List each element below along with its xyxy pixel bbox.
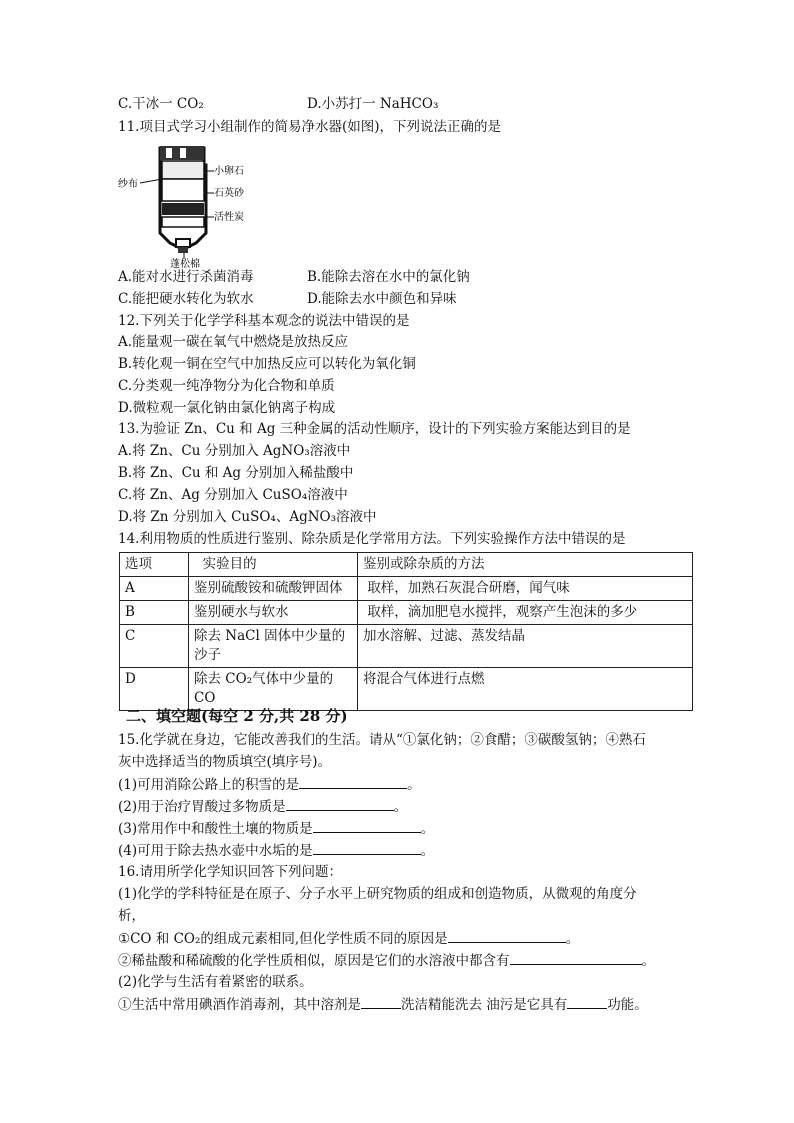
row-b-option: B <box>120 601 189 625</box>
row-d-option: D <box>120 668 189 711</box>
q16-part1-line1: (1)化学的学科特征是在原子、分子水平上研究物质的组成和创造物质，从微观的角度分 <box>118 886 637 902</box>
table-row <box>120 668 693 711</box>
q11-option-c: C.能把硬水转化为软水 <box>118 291 254 307</box>
label-gauze: 纱布 <box>118 179 138 190</box>
q13-option-a: A.将 Zn、Cu 分别加入 AgNO₃溶液中 <box>118 443 351 459</box>
header-option: 选项 <box>120 553 189 577</box>
answer-blank[interactable] <box>313 841 421 855</box>
header-goal: 实验目的 <box>189 553 358 577</box>
q16-part2: (2)化学与生活有着紧密的联系。 <box>118 974 313 990</box>
row-c-goal-line2: 沙子 <box>194 647 221 663</box>
q12-option-b: B.转化观一铜在空气中加热反应可以转化为氧化铜 <box>118 356 416 372</box>
q15-item-4: (4)可用于除去热水壶中水垢的是 。 <box>118 843 435 859</box>
q12-option-d: D.微粒观一氯化钠由氯化钠离子构成 <box>118 400 336 416</box>
q13-stem: 13.为验证 Zn、Cu 和 Ag 三种金属的活动性顺序，设计的下列实验方案能达到目的是 <box>118 421 631 437</box>
water-purifier-figure <box>118 143 248 268</box>
table-row <box>120 625 693 668</box>
q14-options-table <box>119 552 693 711</box>
label-sponge: 蓬松棉 <box>170 259 200 268</box>
row-c-method: 加水溶解、过滤、蒸发结晶 <box>358 625 693 668</box>
answer-blank[interactable] <box>361 995 401 1009</box>
row-b-goal: 鉴别硬水与软水 <box>189 601 358 625</box>
q12-option-a: A.能量观一碳在氧气中燃烧是放热反应 <box>118 334 349 350</box>
q11-option-b: B.能除去溶在水中的氯化钠 <box>307 269 470 285</box>
table-header-row <box>120 553 693 577</box>
answer-blank[interactable] <box>510 951 642 965</box>
row-d-method: 将混合气体进行点燃 <box>358 668 693 711</box>
q15-item-1: (1)可用消除公路上的积雪的是 。 <box>118 777 421 793</box>
q15-item-3: (3)常用作中和酸性土壤的物质是 。 <box>118 821 435 837</box>
label-pebble: 小卵石 <box>214 166 244 177</box>
q16-stem: 16.请用所学化学知识回答下列问题： <box>118 864 342 880</box>
q10-option-c: C.干冰一 CO₂ <box>118 96 204 112</box>
answer-blank[interactable] <box>313 819 421 833</box>
q16-sub3: ①生活中常用碘酒作消毒剂，其中溶剂是 洗洁精能洗去 油污是它具有 功能。 <box>118 997 648 1013</box>
section-title: 二、填空题(每空 2 分,共 28 分) <box>126 707 348 725</box>
q11-option-d: D.能除去水中颜色和异味 <box>307 291 457 307</box>
row-d-goal <box>189 668 358 711</box>
q12-option-c: C.分类观一纯净物分为化合物和单质 <box>118 378 335 394</box>
row-b-method: 取样，滴加肥皂水搅拌，观察产生泡沫的多少 <box>358 601 693 625</box>
q16-sub1: ①CO 和 CO₂的组成元素相同,但化学性质不同的原因是 。 <box>118 931 580 947</box>
answer-blank[interactable] <box>567 995 607 1009</box>
answer-blank[interactable] <box>286 797 394 811</box>
q13-option-c: C.将 Zn、Ag 分别加入 CuSO₄溶液中 <box>118 487 348 503</box>
row-d-goal-line2: CO <box>194 690 216 706</box>
q15-item-2: (2)用于治疗胃酸过多物质是 。 <box>118 799 408 815</box>
q11-option-a: A.能对水进行杀菌消毒 <box>118 269 254 285</box>
row-c-goal-line1: 除去 NaCl 固体中少量的 <box>194 628 346 644</box>
q13-option-d: D.将 Zn 分别加入 CuSO₄、AgNO₃溶液中 <box>118 509 377 525</box>
row-c-option: C <box>120 625 189 668</box>
q15-item-4-text: (4)可用于除去热水壶中水垢的是 <box>118 843 313 859</box>
row-a-goal: 鉴别硫酸铵和硫酸钾固体 <box>189 577 358 601</box>
q10-option-d: D.小苏打一 NaHCO₃ <box>307 96 439 112</box>
q15-item-3-text: (3)常用作中和酸性土壤的物质是 <box>118 821 313 837</box>
row-a-option: A <box>120 577 189 601</box>
q14-stem: 14.利用物质的性质进行鉴别、除杂质是化学常用方法。下列实验操作方法中错误的是 <box>118 531 626 547</box>
q16-part1-line2: 析， <box>118 908 145 924</box>
row-d-goal-line1: 除去 CO₂气体中少量的 <box>194 671 334 687</box>
answer-blank[interactable] <box>448 929 566 943</box>
label-carbon: 活性炭 <box>214 212 244 223</box>
q13-option-b: B.将 Zn、Cu 和 Ag 分别加入稀盐酸中 <box>118 465 354 481</box>
table-row <box>120 601 693 625</box>
q15-stem-line1: 15.化学就在身边，它能改善我们的生活。请从“①氯化钠；②食醋；③碳酸氢钠；④熟石 <box>118 732 646 748</box>
q16-sub2: ②稀盐酸和稀硫酸的化学性质相似，原因是它们的水溶液中都含有 。 <box>118 953 655 969</box>
q15-item-1-text: (1)可用消除公路上的积雪的是 <box>118 777 300 793</box>
q15-item-2-text: (2)用于治疗胃酸过多物质是 <box>118 799 286 815</box>
q12-stem: 12.下列关于化学学科基本观念的说法中错误的是 <box>118 313 410 329</box>
header-method: 鉴别或除杂质的方法 <box>358 553 693 577</box>
label-sand: 石英砂 <box>214 188 244 199</box>
q11-stem: 11.项目式学习小组制作的简易净水器(如图)，下列说法正确的是 <box>118 119 502 135</box>
q15-stem-line2: 灰中选择适当的物质填空(填序号)。 <box>118 754 332 770</box>
row-c-goal <box>189 625 358 668</box>
row-a-method: 取样，加熟石灰混合研磨，闻气味 <box>358 577 693 601</box>
table-row <box>120 577 693 601</box>
answer-blank[interactable] <box>299 775 407 789</box>
